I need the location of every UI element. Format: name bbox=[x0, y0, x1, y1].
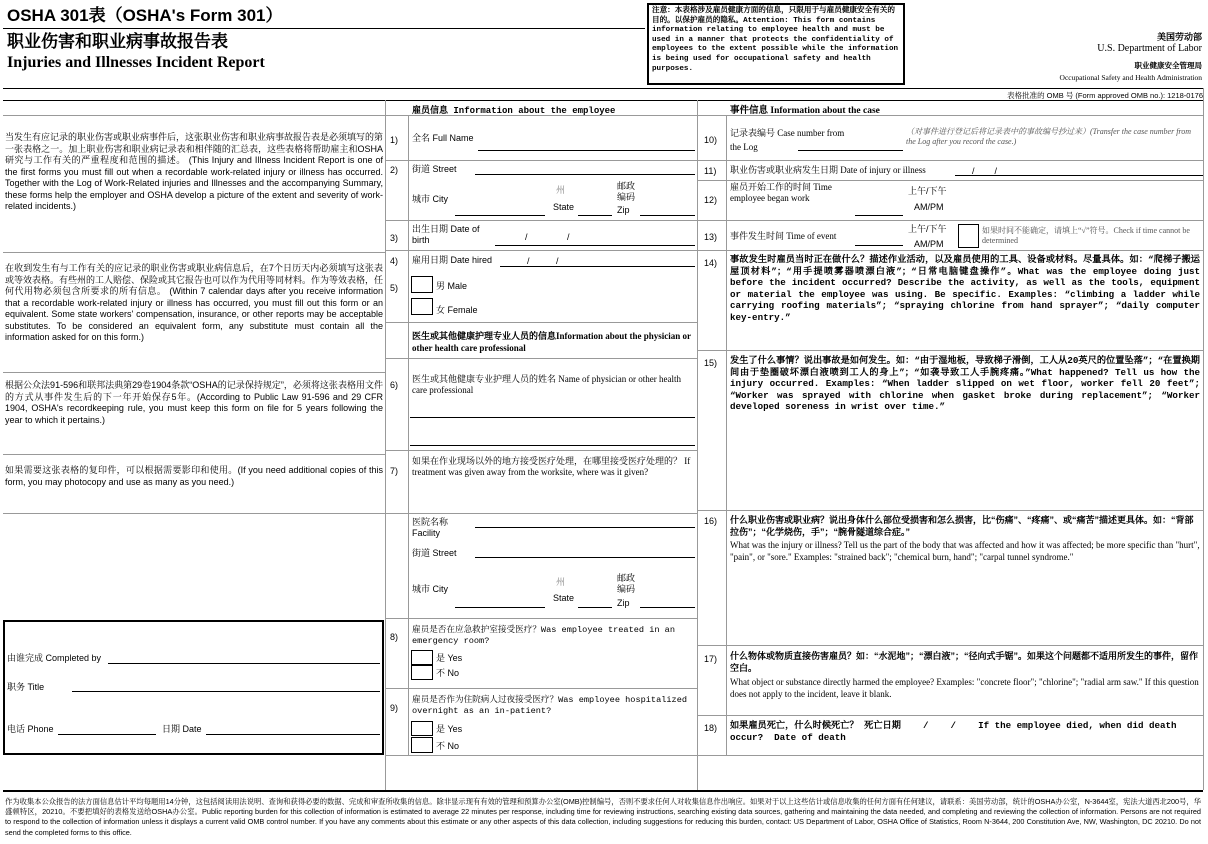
right-rule-2 bbox=[697, 180, 1203, 181]
right-rule-5 bbox=[697, 350, 1203, 351]
time-event-field[interactable] bbox=[855, 245, 903, 246]
num-11: 11) bbox=[704, 166, 717, 176]
facility-label: 医院名称 Facility bbox=[412, 517, 449, 538]
date-hired-label: 雇用日期 Date hired bbox=[412, 255, 493, 265]
full-name-label: 全名 Full Name bbox=[412, 133, 474, 143]
mid-rule-8 bbox=[385, 513, 697, 514]
paperwork-notice: 作为收集本公众报告的法方面信息估计平均每题用14分钟，这包括阅读用法说明、查询和获得必要的数据、完成和审查所收集的信息。除非显示现有有效的管理和预算办公室(OMB)控制编号，否则不要求任何人对收集信息作出响应。如果对于以上这些估计或信息收集的任何方面有任何建议，请联系：美国劳动部，统计的OSHA办公室，N-3644室，宪法大道西北200号，华盛顿特区，20210。不要把填好的表格发送给OSHA办公室。Public reporting burden for this collection of information is estimated to average 22 minutes per response, including time for reviewing instructions, searching existing data sources, gathering and maintaining the data needed, and completing and reviewing the collection of information. Persons are not required to respond to the collection of information unless it displays a current valid OMB control number. If you have any comments about this estimate or any other aspects of this data collection, including suggestions for reducing this burden, contact: US Department of Labor, OSHA Office of Statistics, Room N-3644, 200 Constitution Ave, NW, Washington, DC 20210. Do not send the completed forms to this office. bbox=[5, 797, 1201, 837]
time-unknown-checkbox[interactable] bbox=[958, 224, 979, 248]
question-16-cn: 什么职业伤害或职业病？说出身体什么部位受损害和怎么损害，比“伤痛”、“疼痛”、或“痛苦”描述更具体。如：“背部拉伤”；“化学烧伤，手”；“腕骨隧道综合症。” bbox=[730, 515, 1194, 537]
form-title-en: Injuries and Illnesses Incident Report bbox=[7, 54, 265, 71]
date-injury-label: 职业伤害或职业病发生日期 Date of injury or illness bbox=[730, 165, 926, 175]
street2-field[interactable] bbox=[475, 557, 695, 558]
dept-en: U.S. Department of Labor bbox=[1097, 43, 1202, 54]
physician-section-title: 医生或其他健康护理专业人员的信息Information about the physician or other health care professional bbox=[412, 331, 691, 353]
num-17: 17) bbox=[704, 654, 718, 664]
case-number-label: 记录表编号 Case number from the Log bbox=[730, 128, 845, 152]
right-rule-1 bbox=[697, 160, 1203, 161]
dob-slash-1: / bbox=[525, 232, 528, 242]
state2-label: State bbox=[553, 593, 575, 603]
employee-section-title: 雇员信息 Information about the employee bbox=[412, 106, 616, 116]
col-sep-2 bbox=[697, 100, 698, 790]
mid-rule-7 bbox=[385, 450, 697, 451]
right-rule-7 bbox=[697, 645, 1203, 646]
physician-name-field-2[interactable] bbox=[410, 445, 695, 446]
hired-slash-2: / bbox=[556, 256, 559, 266]
left-rule-b bbox=[3, 252, 385, 253]
right-rule-9 bbox=[385, 755, 1203, 756]
mid-rule-3 bbox=[385, 250, 697, 251]
hosp-yes-checkbox[interactable] bbox=[411, 721, 433, 736]
event-ampm-cn: 上午/下午 bbox=[908, 224, 947, 234]
left-rule-a bbox=[3, 115, 385, 116]
question-16-en: What was the injury or illness? Tell us the part of the body that was affected and how it was affected; be more specific than "hurt", "pain", or "sore." Examples: "strained back"; "chemical burn, hand"; "carpal tunnel syndrome." bbox=[730, 540, 1200, 562]
male-label: 男 Male bbox=[436, 281, 468, 291]
time-began-field[interactable] bbox=[855, 215, 903, 216]
num-18: 18) bbox=[704, 723, 718, 733]
num-10: 10) bbox=[704, 135, 718, 145]
num-9: 9) bbox=[390, 703, 399, 713]
left-rule-d bbox=[3, 454, 385, 455]
title-field[interactable] bbox=[72, 691, 380, 692]
num-13: 13) bbox=[704, 232, 718, 242]
hospitalized-question: 雇员是否作为住院病人过夜接受医疗？Was employee hospitalized overnight as an in-patient? bbox=[412, 695, 688, 716]
form-number-title: OSHA 301表（OSHA's Form 301） bbox=[7, 6, 283, 25]
female-checkbox[interactable] bbox=[411, 298, 433, 315]
er-no-label: 不 No bbox=[436, 668, 460, 678]
zip-field[interactable] bbox=[640, 215, 695, 216]
case-number-note: （对事件进行登记后将记录表中的事故编号抄过来）(Transfer the case number from the Log after you record the case.) bbox=[906, 127, 1192, 146]
col-sep-3 bbox=[1203, 88, 1204, 790]
mid-rule-0 bbox=[385, 115, 697, 116]
mid-rule-2 bbox=[385, 220, 697, 221]
state2-cn: 州 bbox=[556, 577, 566, 587]
street-label: 街道 Street bbox=[412, 164, 457, 174]
num-15: 15) bbox=[704, 358, 718, 368]
phone-label: 电话 Phone bbox=[7, 724, 54, 734]
question-18: 如果雇员死亡，什么时候死亡？ 死亡日期 / / If the employee died, when did death occur? Date of death bbox=[730, 720, 1183, 743]
date-label: 日期 Date bbox=[162, 724, 202, 734]
omb-rule bbox=[3, 100, 1203, 101]
case-section-title: 事件信息 Information about the case bbox=[730, 106, 880, 116]
completed-by-label: 由谁完成 Completed by bbox=[7, 653, 102, 663]
full-name-field[interactable] bbox=[478, 150, 695, 151]
left-retention: 根据公众法91-596和联邦法典第29卷1904条款“OSHA的记录保持规定”，必须将这张表格用文件的方式从事件发生后的下一年开始保存5年。(According to Public Law 91-596 and 29 CFR 1904, OSHA's recordkeeping rule, you must keep this form on file for 5 years following the year to which it pertains.) bbox=[5, 380, 383, 425]
zip-cn: 邮政编码 bbox=[617, 181, 636, 202]
time-began-label: 雇员开始工作的时间 Time employee began work bbox=[730, 182, 832, 203]
num-16: 16) bbox=[704, 516, 718, 526]
city-field[interactable] bbox=[455, 215, 545, 216]
right-rule-4 bbox=[697, 250, 1203, 251]
facility-field[interactable] bbox=[475, 527, 695, 528]
num-1: 1) bbox=[390, 135, 399, 145]
right-rule-0 bbox=[697, 115, 1203, 116]
city2-field[interactable] bbox=[455, 607, 545, 608]
date-hired-field[interactable] bbox=[500, 266, 695, 267]
city2-label: 城市 City bbox=[412, 584, 449, 594]
num-6: 6) bbox=[390, 380, 399, 390]
num-4: 4) bbox=[390, 256, 399, 266]
treatment-away-label: 如果在作业现场以外的地方接受医疗处理，在哪里接受医疗处理的？ If treatment was given away from the worksite, where was it given? bbox=[412, 456, 691, 477]
num-7: 7) bbox=[390, 466, 399, 476]
event-ampm: AM/PM bbox=[914, 239, 944, 249]
hosp-no-checkbox[interactable] bbox=[411, 737, 433, 753]
num-12: 12) bbox=[704, 195, 718, 205]
street2-label: 街道 Street bbox=[412, 548, 457, 558]
osha-en: Occupational Safety and Health Administration bbox=[1059, 73, 1202, 82]
footer-rule bbox=[3, 790, 1203, 792]
num-3: 3) bbox=[390, 233, 399, 243]
right-rule-6 bbox=[697, 510, 1203, 511]
zip2-field[interactable] bbox=[640, 607, 695, 608]
began-ampm-cn: 上午/下午 bbox=[908, 186, 947, 196]
col-sep-1 bbox=[385, 100, 386, 790]
street-field[interactable] bbox=[475, 174, 695, 175]
dob-slash-2: / bbox=[567, 232, 570, 242]
mid-rule-10 bbox=[385, 688, 697, 689]
dept-cn: 美国劳动部 bbox=[1156, 32, 1202, 42]
state-label: State bbox=[553, 202, 575, 212]
left-intro: 当发生有应记录的职业伤害或职业病事件后，这张职业伤害和职业病事故报告表是必须填写的第一张表格之一。加上职业伤害和职业病记录表和相伴随的汇总表，这些表格将帮助雇主和OSHA研究与工作有关的严重程度和范围的描述。 (This Injury and Illness Incident Report is one of the first forms you must fill out when a recordable work-related injury or illness has occurred. Together with the Log of Work-Related injuries and Illnesses and the accompanying Summary, these forms help the employer and OSHA develop a picture of the extent and severity of work-related incidents.) bbox=[5, 132, 384, 211]
mid-numcol bbox=[408, 115, 409, 755]
num-5: 5) bbox=[390, 283, 399, 293]
left-rule-c bbox=[3, 372, 385, 373]
er-question: 雇员是否在应急救护室接受医疗？Was employee treated in an emergency room? bbox=[412, 625, 675, 646]
left-rule-e bbox=[3, 513, 385, 514]
male-checkbox[interactable] bbox=[411, 276, 433, 293]
num-2: 2) bbox=[390, 165, 399, 175]
top-rule bbox=[3, 88, 1203, 89]
date-field[interactable] bbox=[206, 734, 380, 735]
zip2-label: Zip bbox=[617, 598, 630, 608]
mid-rule-5 bbox=[385, 322, 697, 323]
female-label: 女 Female bbox=[436, 305, 478, 315]
mid-rule-6 bbox=[385, 358, 697, 359]
er-yes-label: 是 Yes bbox=[436, 653, 463, 663]
physician-name-field-1[interactable] bbox=[410, 417, 695, 418]
state2-field[interactable] bbox=[578, 607, 612, 608]
right-numcol bbox=[726, 115, 727, 755]
state-field[interactable] bbox=[578, 215, 612, 216]
num-8: 8) bbox=[390, 632, 399, 642]
state-cn: 州 bbox=[556, 185, 566, 195]
question-15: 发生了什么事情？说出事故是如何发生。如：“由于湿地板，导致梯子滑倒，工人从20英尺的位置坠落”；“在置换期间由于垫圈破坏漂白液喷到工人的身上”；“如袭导致工人手腕疼痛。”What happened? Tell us how the injury occurred. Examples: “When ladder slipped on wet floor, worker fell 20 feet”; “Worker was sprayed with chlorine when gasket broke during replacement”; “Worker developed soreness in wrist over time.” bbox=[730, 355, 1200, 413]
mid-rule-1 bbox=[385, 160, 697, 161]
question-17-en: What object or substance directly harmed the employee? Examples: "concrete floor"; "chlorine"; "radial arm saw." If this question does not apply to the incident, leave it blank. bbox=[730, 677, 1199, 699]
date-injury-field[interactable] bbox=[955, 175, 1203, 176]
date-injury-slashes: / / bbox=[972, 166, 998, 176]
hosp-no-label: 不 No bbox=[436, 741, 460, 751]
er-yes-checkbox[interactable] bbox=[411, 650, 433, 665]
mid-rule-9 bbox=[385, 618, 697, 619]
completed-by-field[interactable] bbox=[108, 663, 380, 664]
physician-name-label: 医生或其他健康专业护理人员的姓名 Name of physician or other health care professional bbox=[412, 374, 681, 395]
city-label: 城市 City bbox=[412, 194, 449, 204]
form-title-cn: 职业伤害和职业病事故报告表 bbox=[7, 32, 228, 51]
time-unknown-note: 如果时间不能确定，请填上“√”符号。Check if time cannot be determined bbox=[982, 226, 1190, 245]
omb-number: 表格批准的 OMB 号 (Form approved OMB no.): 1218-0176 bbox=[1007, 91, 1203, 100]
phone-field[interactable] bbox=[58, 734, 156, 735]
hired-slash-1: / bbox=[527, 256, 530, 266]
osha-cn: 职业健康安全管理局 bbox=[1134, 61, 1202, 70]
question-14: 事故发生时雇员当时正在做什么？描述作业活动，以及雇员使用的工具、设备或材料。尽量具体。如：“爬梯子搬运屋顶材料”；“用手提喷雾器喷漂白液”；“日常电脑键盘操作”。What was the employee doing just before the incident occurred? Describe the activity, as well as the tools, equipment or material the employee was using. Be specific. Examples: “climbing a ladder while carrying roofing materials”; “spraying chlorine from hand sprayer”; “daily computer key-entry.” bbox=[730, 254, 1200, 323]
right-rule-8 bbox=[697, 715, 1203, 716]
num-14: 14) bbox=[704, 258, 718, 268]
title-label: 职务 Title bbox=[7, 682, 45, 692]
left-deadline: 在收到发生有与工作有关的应记录的职业伤害或职业病信息后，在7个日历天内必须填写这张表或等效表格。有些州的工人赔偿、保险或其它报告也可以作为代用等同材料。作为等效表格，任何代用物必须包含所要求的所有信息。 (Within 7 calendar days after you receive information that a recordable work-related injury or illness has occurred, you must fill out this form or an equivalent. Some state workers' compensation, insurance, or other reports may be acceptable substitutes. To be considered an equivalent form, any substitute must contain all the information asked for on this form.) bbox=[5, 263, 384, 342]
zip2-cn: 邮政编码 bbox=[617, 573, 636, 594]
zip-label: Zip bbox=[617, 205, 630, 215]
er-no-checkbox[interactable] bbox=[411, 665, 433, 680]
began-ampm: AM/PM bbox=[914, 202, 944, 212]
question-17-cn: 什么物体或物质直接伤害雇员？如：“水泥地”；“漂白液”；“径向式手锯”。如果这个问题都不适用所发生的事件，留作空白。 bbox=[730, 651, 1199, 673]
dob-label: 出生日期 Date of birth bbox=[412, 224, 480, 245]
right-rule-3 bbox=[697, 220, 1203, 221]
case-number-field[interactable] bbox=[798, 150, 903, 151]
header-divider bbox=[3, 28, 645, 29]
left-copies: 如果需要这张表格的复印件，可以根据需要影印和使用。(If you need additional copies of this form, you may photocopy and use as many as you need.) bbox=[5, 465, 383, 487]
privacy-notice: 注意：本表格涉及雇员健康方面的信息，只限用于与雇员健康安全有关的目的。以保护雇员的隐私。Attention: This form contains information relating to employee health and must be used in a manner that protects the confidentiality of employees to the extent possible while the information is being used for occupational safety and health purposes. bbox=[647, 3, 905, 85]
hosp-yes-label: 是 Yes bbox=[436, 724, 463, 734]
time-event-label: 事件发生时间 Time of event bbox=[730, 231, 837, 241]
dob-field[interactable] bbox=[495, 245, 695, 246]
